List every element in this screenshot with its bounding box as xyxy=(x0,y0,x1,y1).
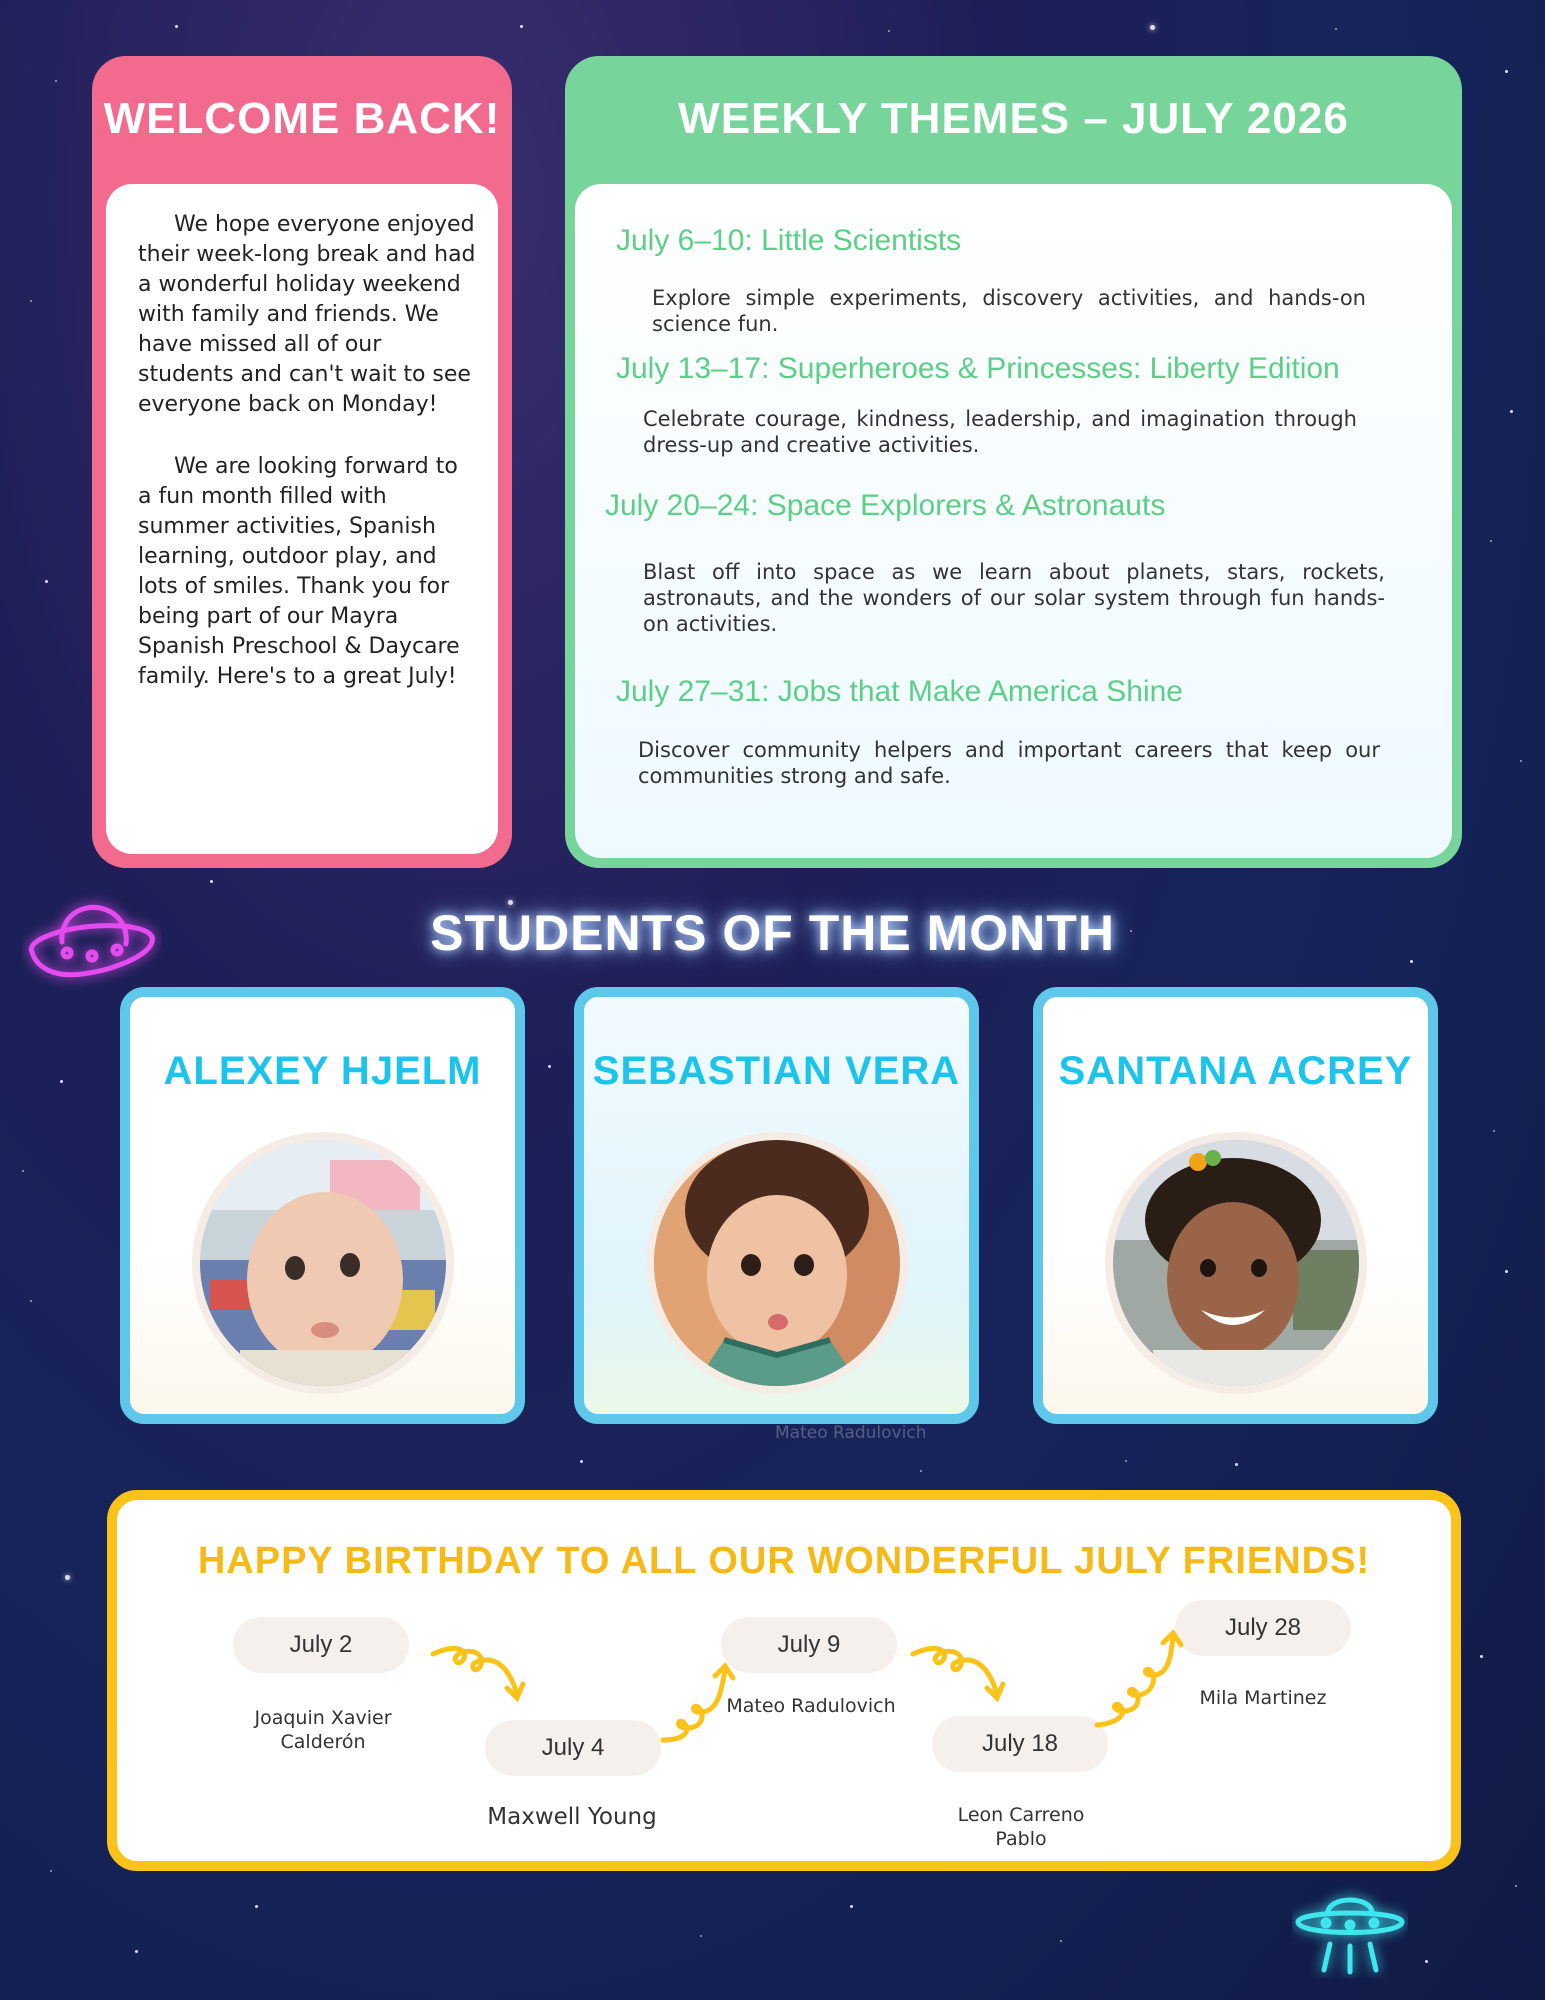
theme-description-3: Blast off into space as we learn about planets, stars, rockets, astronauts, and the wonders of our solar system through fun hands-on activities. xyxy=(643,560,1385,636)
weekly-themes-card xyxy=(565,56,1462,868)
student-photo xyxy=(646,1132,908,1394)
student-card xyxy=(574,987,979,1424)
student-photo xyxy=(192,1132,454,1394)
welcome-paragraph-1: We hope everyone enjoyed their week-long break and had a wonderful holiday weekend with family and friends. We have missed all of our students and can't wait to see everyone back on Monday! xyxy=(138,212,476,417)
birthday-name: Mateo Radulovich xyxy=(726,1695,896,1717)
birthday-date: July 28 xyxy=(1175,1600,1351,1656)
students-of-month-heading: STUDENTS OF THE MONTH xyxy=(430,905,1115,961)
theme-heading-1: July 6–10: Little Scientists xyxy=(616,224,962,257)
birthday-date: July 4 xyxy=(485,1720,661,1776)
weekly-themes-body xyxy=(575,184,1452,858)
welcome-card xyxy=(92,56,512,868)
student-name: SEBASTIAN VERA xyxy=(592,1049,961,1093)
birthday-name: Mila Martinez xyxy=(1199,1687,1327,1709)
student-card xyxy=(120,987,525,1424)
theme-description-4: Discover community helpers and important careers that keep our communities strong and safe. xyxy=(638,738,1380,788)
theme-description-2: Celebrate courage, kindness, leadership, and imagination through dress-up and creative activities. xyxy=(643,407,1357,457)
birthdays-title: HAPPY BIRTHDAY TO ALL OUR WONDERFUL JULY FRIENDS! xyxy=(197,1540,1371,1582)
curly-arrow-icon xyxy=(659,1658,739,1748)
birthday-name: Maxwell Young xyxy=(487,1804,657,1830)
birthday-name: Leon Carreno Pablo xyxy=(957,1804,1085,1850)
curly-arrow-icon xyxy=(1093,1625,1183,1733)
welcome-body xyxy=(106,184,498,854)
student-name: ALEXEY HJELM xyxy=(163,1049,482,1093)
birthdays-card xyxy=(107,1490,1461,1871)
student-card xyxy=(1033,987,1438,1424)
student-photo xyxy=(1105,1132,1367,1394)
curly-arrow-icon xyxy=(429,1638,529,1710)
birthday-date: July 18 xyxy=(932,1716,1108,1772)
weekly-themes-title: WEEKLY THEMES – JULY 2026 xyxy=(678,94,1349,143)
birthday-name: Joaquin Xavier Calderón xyxy=(254,1707,392,1753)
welcome-paragraph-2: We are looking forward to a fun month filled with summer activities, Spanish learning, outdoor play, and lots of smiles. Thank you for being part of our Mayra Spanish Preschool & Daycare family. Here's to a great July! xyxy=(138,454,460,689)
theme-heading-2: July 13–17: Superheroes & Princesses: Liberty Edition xyxy=(616,352,1340,385)
theme-heading-3: July 20–24: Space Explorers & Astronauts xyxy=(605,489,1166,522)
welcome-title: WELCOME BACK! xyxy=(103,94,501,143)
curly-arrow-icon xyxy=(909,1638,1009,1710)
photo-caption: Mateo Radulovich xyxy=(775,1423,927,1443)
birthday-date: July 2 xyxy=(233,1617,409,1673)
theme-description-1: Explore simple experiments, discovery activities, and hands-on science fun. xyxy=(652,286,1366,336)
neon-ufo-icon xyxy=(1292,1882,1408,1978)
theme-heading-4: July 27–31: Jobs that Make America Shine xyxy=(616,675,1183,708)
birthday-date: July 9 xyxy=(721,1617,897,1673)
student-name: SANTANA ACREY xyxy=(1058,1049,1413,1093)
